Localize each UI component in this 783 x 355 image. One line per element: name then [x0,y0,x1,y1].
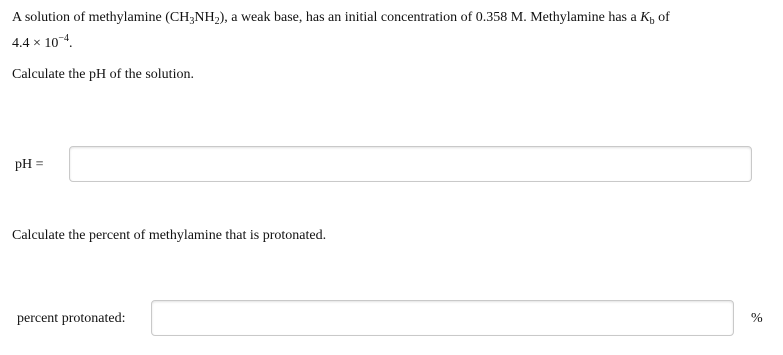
kb-symbol: K [640,10,650,25]
subscript: 3 [189,16,195,27]
ph-label: pH = [15,157,44,172]
problem-text: NH [194,10,215,25]
problem-statement-line-2 [12,34,73,54]
problem-statement-line-1 [12,8,670,28]
ph-input[interactable] [69,146,752,182]
kb-subscript: b [649,16,655,27]
percent-protonated-label: percent protonated: [17,311,126,326]
kb-value: 4.4 × 10 [12,36,59,51]
percent-unit: % [751,311,763,326]
question-percent: Calculate the percent of methylamine that is protonated. [12,228,327,243]
kb-exponent: −4 [58,33,70,44]
question-ph: Calculate the pH of the solution. [12,67,194,82]
problem-text: A solution of methylamine (CH [12,10,190,25]
subscript: 2 [214,16,220,27]
percent-protonated-input[interactable] [151,300,734,336]
period: . [69,36,73,51]
problem-text: of [654,10,670,25]
problem-text: ), a weak base, has an initial concentration of 0.358 M. Methylamine has a [219,10,641,25]
